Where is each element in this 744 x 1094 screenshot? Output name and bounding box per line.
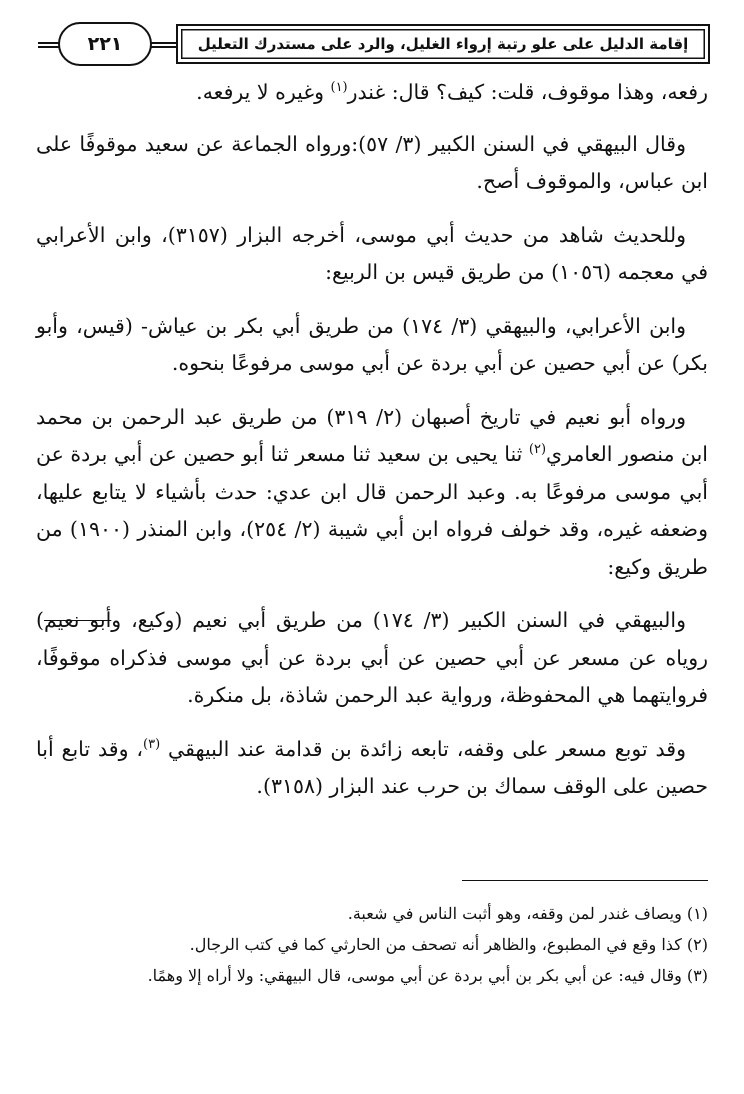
paragraph-6-text-a: والبيهقي في السنن الكبير (٣/ ١٧٤) من طريق أبي نعيم (وكيع، و	[111, 608, 686, 632]
footnote-1	[36, 898, 708, 929]
paragraph-4	[36, 308, 708, 383]
footnote-separator	[462, 880, 708, 881]
paragraph-2-text: وقال البيهقي في السنن الكبير (٣/ ٥٧):ورواه الجماعة عن سعيد موقوفًا على ابن عباس، والموقوف أصح.	[36, 131, 708, 193]
footnote-1-number: (١)	[686, 904, 708, 923]
footnote-2	[36, 929, 708, 960]
footnote-3-number: (٣)	[686, 966, 708, 985]
paragraph-7	[36, 731, 708, 806]
footnote-3	[36, 960, 708, 991]
footnote-3-text: وقال فيه: عن أبي بكر بن أبي بردة عن أبي موسى، قال البيهقي: ولا أراه إلا وهمًا.	[147, 966, 687, 985]
page-header	[38, 22, 710, 68]
paragraph-6	[36, 602, 708, 715]
paragraph-1-text-b: وغيره لا يرفعه.	[196, 80, 331, 104]
paragraph-5	[36, 399, 708, 587]
paragraph-3	[36, 217, 708, 292]
footnote-2-text: كذا وقع في المطبوع، والظاهر أنه تصحف من الحارثي كما في كتب الرجال.	[189, 935, 687, 954]
running-title: إقامة الدليل على علو رتبة إرواء الغليل، والرد على مستدرك التعليل	[176, 24, 710, 64]
paragraph-1-text-a: رفعه، وهذا موقوف، قلت: كيف؟ قال: غندر	[347, 80, 708, 104]
footnote-2-number: (٢)	[686, 935, 708, 954]
footnote-ref-1: (١)	[330, 80, 348, 96]
paragraph-7-text-a: وقد توبع مسعر على وقفه، تابعه زائدة بن قدامة عند البيهقي	[160, 736, 687, 761]
paragraph-5-text-a: ورواه أبو نعيم في تاريخ أصبهان (٢/ ٣١٩) من طريق عبد الرحمن بن محمد ابن منصور العامري	[36, 404, 708, 466]
footnote-1-text: ويصاف غندر لمن وقفه، وهو أثبت الناس في شعبة.	[347, 904, 687, 923]
page-number: ٢٢١	[58, 22, 152, 66]
paragraph-6-text-b: ) روياه عن مسعر عن أبي حصين عن أبي بردة عن أبي موسى فذكراه موقوفًا، فروايتهما هي المحفوظة، ورواية عبد الرحمن شاذة، بل منكرة.	[36, 608, 708, 707]
struck-text: أبو نعيم	[44, 608, 112, 632]
footnote-ref-2: (٢)	[528, 442, 547, 458]
paragraph-2	[36, 126, 708, 201]
paragraph-3-text: وللحديث شاهد من حديث أبي موسى، أخرجه البزار (٣١٥٧)، وابن الأعرابي في معجمه (١٠٥٦) من طريق قيس بن الربيع:	[36, 222, 708, 284]
footnote-ref-3: (٣)	[143, 736, 161, 752]
paragraph-4-text: وابن الأعرابي، والبيهقي (٣/ ١٧٤) من طريق أبي بكر بن عياش- (قيس، وأبو بكر) عن أبي حصين عن أبي بردة عن أبي موسى مرفوعًا بنحوه.	[36, 313, 708, 375]
main-text	[36, 74, 708, 822]
paragraph-1	[36, 74, 708, 112]
paragraph-7-text-b: ، وقد تابع أبا حصين على الوقف سماك بن حرب عند البزار (٣١٥٨).	[36, 736, 708, 798]
paragraph-5-text-b: ثنا يحيى بن سعيد ثنا مسعر ثنا أبو حصين عن أبي بردة عن أبي موسى مرفوعًا به. وعبد الرحمن قال ابن عدي: حدث بأشياء لا يتابع عليها، وضعفه غيره، وقد خولف فرواه ابن أبي شيبة (٢/ ٢٥٤)، وابن المنذر (١٩٠٠) من طريق وكيع:	[36, 442, 708, 579]
footnotes	[36, 898, 708, 991]
